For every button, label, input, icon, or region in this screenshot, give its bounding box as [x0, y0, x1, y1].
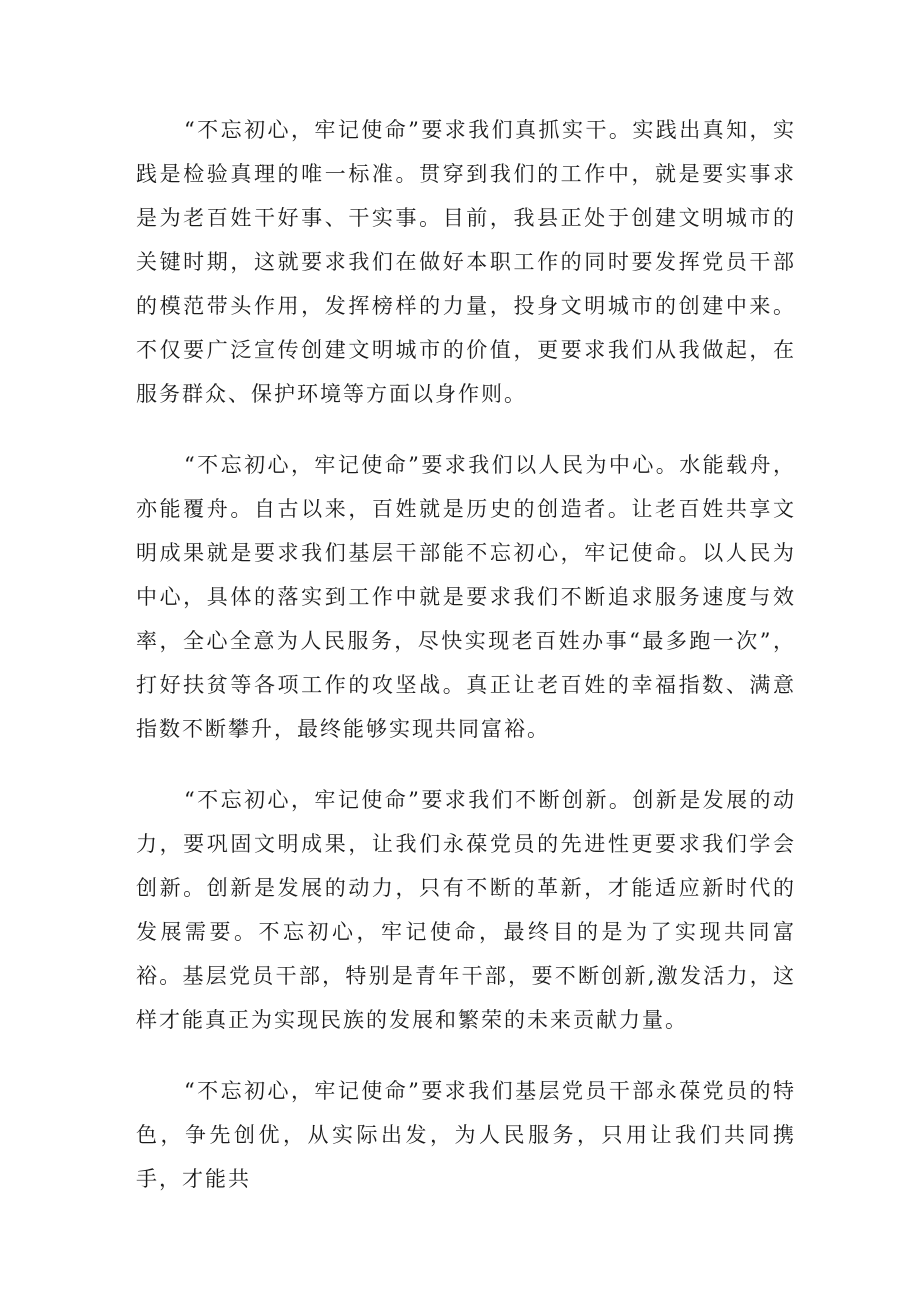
paragraph-2: “不忘初心，牢记使命”要求我们以人民为中心。水能载舟，亦能覆舟。自古以来，百姓就是历史的创造者。让老百姓共享文明成果就是要求我们基层干部能不忘初心，牢记使命。以人民为中心，具体的落实到工作中就是要求我们不断追求服务速度与效率，全心全意为人民服务，尽快实现老百姓办事“最多跑一次”，打好扶贫等各项工作的攻坚战。真正让老百姓的幸福指数、满意指数不断攀升，最终能够实现共同富裕。	[136, 453, 796, 741]
document-body	[136, 108, 796, 1228]
paragraph-1: “不忘初心，牢记使命”要求我们真抓实干。实践出真知，实践是检验真理的唯一标准。贯穿到我们的工作中，就是要实事求是为老百姓干好事、干实事。目前，我县正处于创建文明城市的关键时期，这就要求我们在做好本职工作的同时要发挥党员干部的模范带头作用，发挥榜样的力量，投身文明城市的创建中来。不仅要广泛宣传创建文明城市的价值，更要求我们从我做起，在服务群众、保护环境等方面以身作则。	[136, 118, 796, 406]
paragraph-4: “不忘初心，牢记使命”要求我们基层党员干部永葆党员的特色，争先创优，从实际出发，为人民服务，只用让我们共同携手，才能共	[136, 1079, 796, 1191]
paragraph-3: “不忘初心，牢记使命”要求我们不断创新。创新是发展的动力，要巩固文明成果，让我们永葆党员的先进性更要求我们学会创新。创新是发展的动力，只有不断的革新，才能适应新时代的发展需要。不忘初心，牢记使命，最终目的是为了实现共同富裕。基层党员干部，特别是青年干部，要不断创新,激发活力，这样才能真正为实现民族的发展和繁荣的未来贡献力量。	[136, 788, 796, 1032]
